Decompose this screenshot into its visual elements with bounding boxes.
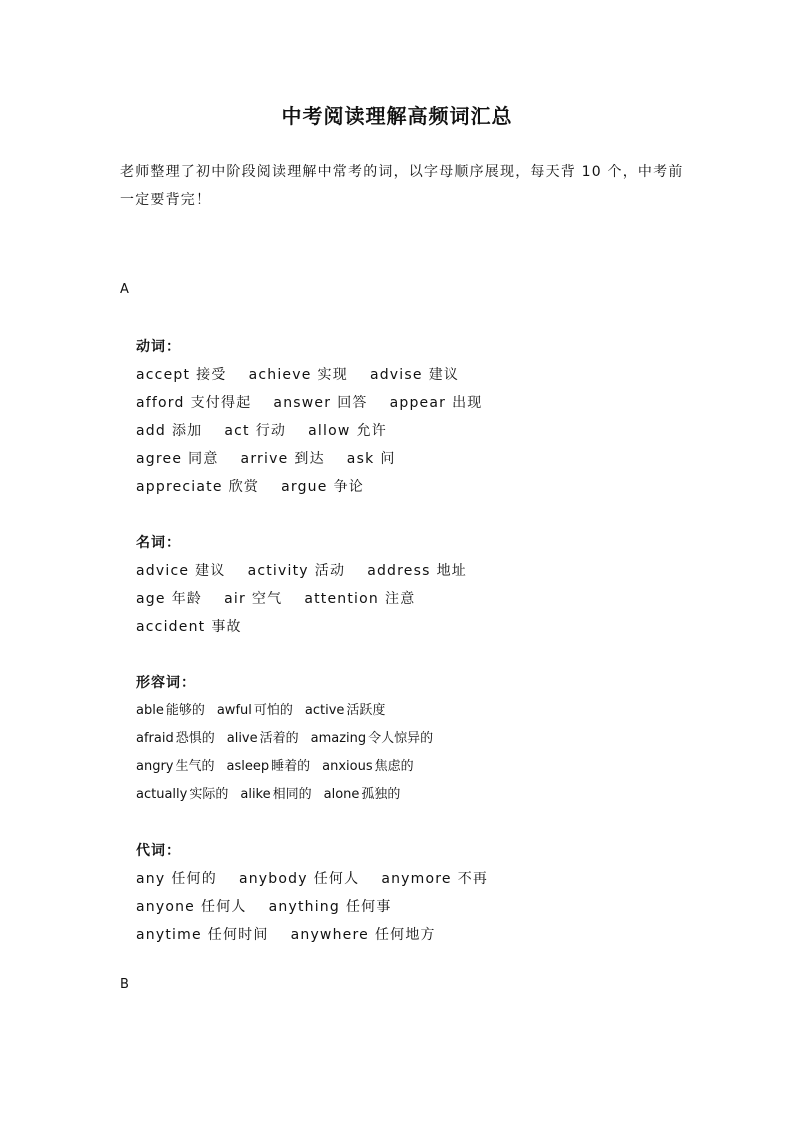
vocab-item — [305, 697, 386, 725]
vocab-english: afraid — [136, 731, 174, 746]
vocab-chinese: 注意 — [385, 591, 416, 607]
vocab-item — [322, 753, 414, 781]
vocab-chinese: 活动 — [314, 563, 346, 579]
vocab-english: advice — [136, 563, 190, 579]
vocab-english: asleep — [226, 759, 270, 774]
vocab-chinese: 任何事 — [345, 899, 392, 915]
vocab-english: awful — [216, 703, 252, 718]
vocab-english: arrive — [240, 451, 289, 467]
vocab-english: alone — [323, 787, 360, 802]
vocab-item — [304, 585, 415, 613]
vocab-english: achieve — [248, 367, 312, 383]
vocab-row — [136, 781, 656, 809]
vocab-chinese: 活跃度 — [346, 703, 386, 718]
vocab-chinese: 任何人 — [201, 899, 247, 915]
vocab-chinese: 任何人 — [313, 871, 360, 887]
vocab-row — [136, 585, 656, 613]
vocab-item — [273, 389, 367, 417]
vocab-english: alive — [226, 731, 258, 746]
word-list — [136, 361, 656, 501]
vocab-item — [248, 557, 346, 585]
vocab-english: agree — [136, 451, 183, 467]
vocab-item — [367, 557, 467, 585]
vocab-chinese: 孤独的 — [361, 787, 401, 802]
vocab-english: activity — [247, 563, 309, 579]
vocab-row — [136, 753, 656, 781]
vocab-item — [136, 893, 247, 921]
vocab-item — [136, 921, 269, 949]
vocab-english: actually — [136, 787, 188, 802]
vocab-english: appreciate — [136, 479, 223, 495]
word-list — [136, 697, 656, 809]
vocab-english: accept — [136, 367, 191, 383]
vocab-english: anytime — [136, 927, 202, 943]
vocab-item — [347, 445, 396, 473]
section-nouns — [136, 529, 656, 641]
vocab-english: allow — [308, 423, 351, 439]
vocab-row — [136, 417, 656, 445]
vocab-english: anything — [268, 899, 340, 915]
vocab-row — [136, 389, 656, 417]
vocab-chinese: 任何地方 — [374, 927, 436, 943]
vocab-chinese: 添加 — [171, 423, 203, 439]
vocab-item — [217, 697, 293, 725]
vocab-english: angry — [136, 759, 174, 774]
vocab-english: advise — [369, 367, 423, 383]
vocab-english: afford — [136, 395, 185, 411]
vocab-item — [136, 445, 219, 473]
vocab-chinese: 问 — [380, 451, 396, 467]
vocab-chinese: 允许 — [356, 423, 387, 439]
vocab-item — [370, 361, 459, 389]
vocab-chinese: 可怕的 — [253, 703, 293, 718]
vocab-item — [136, 585, 202, 613]
vocab-row — [136, 473, 656, 501]
section-heading: 代词： — [136, 843, 181, 859]
vocab-english: any — [136, 871, 166, 887]
vocab-item — [227, 725, 299, 753]
vocab-english: address — [367, 563, 431, 579]
vocab-english: act — [224, 423, 250, 439]
vocab-english: accident — [136, 619, 206, 635]
vocab-chinese: 争论 — [333, 479, 364, 495]
vocab-item — [227, 753, 311, 781]
vocab-item — [136, 557, 226, 585]
vocab-row — [136, 725, 656, 753]
letter-heading-a: A — [120, 282, 129, 297]
vocab-item — [136, 473, 259, 501]
vocab-item — [136, 781, 228, 809]
vocab-chinese: 焦虑的 — [374, 759, 414, 774]
vocab-chinese: 回答 — [337, 395, 368, 411]
vocab-chinese: 实现 — [317, 367, 348, 383]
vocab-english: ask — [346, 451, 375, 467]
vocab-chinese: 出现 — [452, 395, 483, 411]
vocab-item — [249, 361, 348, 389]
vocab-chinese: 令人惊异的 — [368, 731, 434, 746]
vocab-item — [136, 361, 227, 389]
vocab-chinese: 任何的 — [171, 871, 217, 887]
vocab-english: able — [136, 703, 164, 718]
vocab-english: appear — [389, 395, 447, 411]
vocab-row — [136, 921, 656, 949]
vocab-chinese: 地址 — [436, 563, 467, 579]
vocab-chinese: 不再 — [457, 871, 489, 887]
vocab-chinese: 相同的 — [272, 787, 312, 802]
vocab-english: active — [304, 703, 345, 718]
vocab-item — [241, 445, 325, 473]
vocab-english: add — [136, 423, 166, 439]
vocab-english: air — [224, 591, 246, 607]
intro-paragraph: 老师整理了初中阶段阅读理解中常考的词，以字母顺序展现，每天背 10 个，中考前一定要背完！ — [120, 164, 684, 208]
vocab-row — [136, 445, 656, 473]
section-heading: 动词： — [136, 339, 181, 355]
vocab-item — [308, 417, 387, 445]
vocab-row — [136, 557, 656, 585]
vocab-english: anymore — [381, 871, 452, 887]
vocab-item — [136, 417, 202, 445]
vocab-item — [224, 417, 286, 445]
vocab-english: age — [136, 591, 166, 607]
vocab-item — [136, 389, 251, 417]
document-title: 中考阅读理解高频词汇总 — [281, 104, 513, 128]
vocab-item — [136, 613, 242, 641]
vocab-row — [136, 613, 656, 641]
vocab-chinese: 睡着的 — [271, 759, 311, 774]
vocab-chinese: 事故 — [211, 619, 242, 635]
section-verbs — [136, 333, 656, 501]
vocab-row — [136, 865, 656, 893]
vocab-chinese: 建议 — [195, 563, 226, 579]
vocab-english: argue — [281, 479, 328, 495]
vocab-chinese: 能够的 — [165, 703, 205, 718]
vocab-item — [136, 725, 215, 753]
word-list — [136, 865, 656, 949]
vocab-english: answer — [273, 395, 332, 411]
vocab-item — [390, 389, 483, 417]
vocab-chinese: 任何时间 — [207, 927, 269, 943]
vocab-item — [239, 865, 359, 893]
vocab-english: alike — [240, 787, 271, 802]
vocab-english: anxious — [322, 759, 373, 774]
vocab-row — [136, 893, 656, 921]
vocab-item — [240, 781, 311, 809]
word-list — [136, 557, 656, 641]
vocab-chinese: 支付得起 — [190, 395, 252, 411]
section-heading: 形容词： — [136, 675, 196, 691]
section-adjectives — [136, 669, 656, 809]
vocab-english: anybody — [238, 871, 308, 887]
vocab-item — [224, 585, 282, 613]
vocab-row — [136, 361, 656, 389]
vocab-english: amazing — [310, 731, 367, 746]
vocab-chinese: 接受 — [196, 367, 227, 383]
vocab-english: attention — [304, 591, 379, 607]
vocab-english: anyone — [136, 899, 195, 915]
vocab-chinese: 活着的 — [259, 731, 299, 746]
vocab-item — [381, 865, 488, 893]
vocab-chinese: 恐惧的 — [175, 731, 215, 746]
vocab-item — [136, 753, 215, 781]
vocab-item — [281, 473, 364, 501]
section-heading: 名词： — [136, 535, 181, 551]
vocab-chinese: 实际的 — [189, 787, 229, 802]
vocab-chinese: 年龄 — [171, 591, 203, 607]
vocab-item — [311, 725, 434, 753]
letter-heading-b: B — [120, 977, 129, 992]
vocab-chinese: 行动 — [255, 423, 287, 439]
vocab-item — [136, 865, 217, 893]
vocab-chinese: 空气 — [251, 591, 283, 607]
vocab-chinese: 同意 — [188, 451, 219, 467]
vocab-row — [136, 697, 656, 725]
vocab-item — [136, 697, 205, 725]
vocab-english: anywhere — [290, 927, 369, 943]
vocab-item — [269, 893, 392, 921]
vocab-item — [324, 781, 401, 809]
vocab-chinese: 生气的 — [175, 759, 215, 774]
vocab-item — [291, 921, 436, 949]
vocab-chinese: 建议 — [428, 367, 460, 383]
vocab-chinese: 欣赏 — [228, 479, 260, 495]
vocab-chinese: 到达 — [294, 451, 325, 467]
section-pronouns — [136, 837, 656, 949]
